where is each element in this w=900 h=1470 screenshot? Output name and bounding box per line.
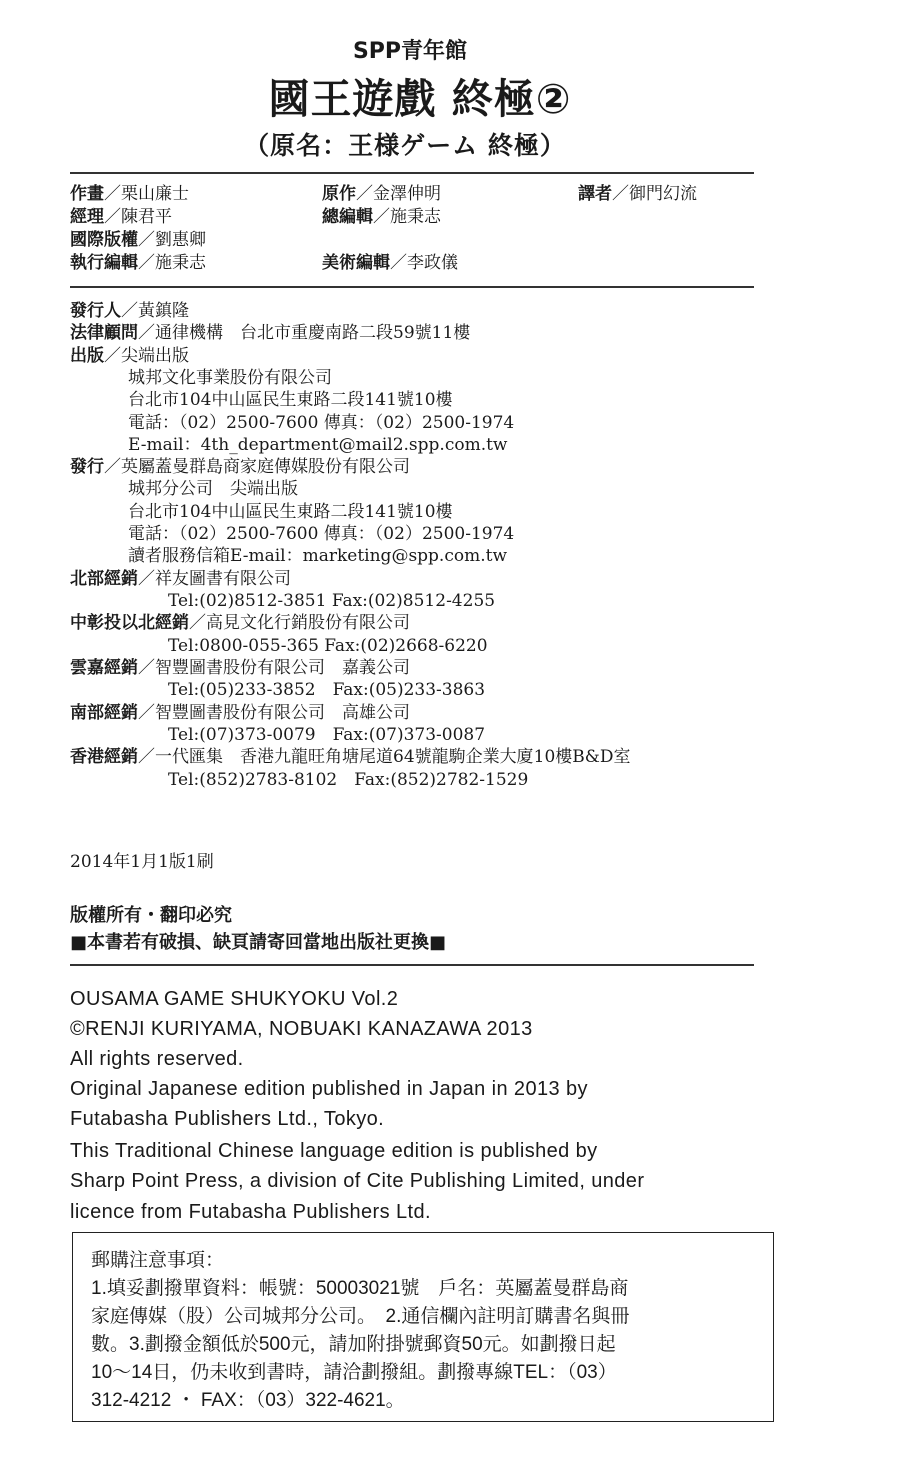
mail-order-line: 312-4212 ・ FAX：（03）322-4621。 <box>91 1390 405 1411</box>
rights-en-line: This Traditional Chinese language edition is published by <box>70 1140 598 1162</box>
publisher-line: 發行人／黃鎮隆 <box>70 301 189 321</box>
dist-south-tel: Tel:(07)373-0079 Fax:(07)373-0087 <box>168 725 486 745</box>
credit-artist: 作畫／栗山廉士 <box>70 184 189 204</box>
dist-yunjia-line: 雲嘉經銷／智豐圖書股份有限公司 嘉義公司 <box>70 658 410 678</box>
credit-manager: 經理／陳君平 <box>70 207 172 227</box>
dist-central-line: 中彰投以北經銷／高見文化行銷股份有限公司 <box>70 613 410 633</box>
mail-order-line: 10～14日，仍未收到書時，請洽劃撥組。劃撥專線TEL：（03） <box>91 1362 617 1383</box>
book-title: 國王遊戲 終極② <box>268 75 572 123</box>
mail-order-title: 郵購注意事項： <box>91 1250 225 1271</box>
distribution-line: 發行／英屬蓋曼群島商家庭傳媒股份有限公司 <box>70 457 410 477</box>
credit-original-author: 原作／金澤伸明 <box>322 184 441 204</box>
defect-notice-zh: ■本書若有破損、缺頁請寄回當地出版社更換■ <box>70 932 447 953</box>
credit-chief-editor: 總編輯／施秉志 <box>322 207 441 227</box>
dist-north-line: 北部經銷／祥友圖書有限公司 <box>70 569 291 589</box>
distribution-address: 台北市104中山區民生東路二段141號10樓 <box>128 502 453 522</box>
distribution-branch: 城邦分公司 尖端出版 <box>128 479 298 499</box>
dist-south-line: 南部經銷／智豐圖書股份有限公司 高雄公司 <box>70 703 410 723</box>
imprint-phone: 電話：（02）2500-7600 傳真：（02）2500-1974 <box>128 413 515 433</box>
divider-top <box>70 172 754 174</box>
rights-reserved-zh: 版權所有・翻印必究 <box>70 905 232 926</box>
original-title: （原名：王様ゲーム 終極） <box>244 131 566 160</box>
series-label: SPP青年館 <box>352 39 468 64</box>
credit-art-editor: 美術編輯／李政儀 <box>322 253 458 273</box>
rights-en-line: All rights reserved. <box>70 1048 244 1070</box>
dist-yunjia-tel: Tel:(05)233-3852 Fax:(05)233-3863 <box>168 680 486 700</box>
dist-central-tel: Tel:0800-055-365 Fax:(02)2668-6220 <box>168 636 488 656</box>
distribution-email: 讀者服務信箱E-mail：marketing@spp.com.tw <box>128 546 507 566</box>
imprint-address: 台北市104中山區民生東路二段141號10樓 <box>128 390 453 410</box>
edition-date: 2014年1月1版1刷 <box>70 852 214 872</box>
rights-en-line: Original Japanese edition published in Japan in 2013 by <box>70 1078 588 1100</box>
rights-en-line: Futabasha Publishers Ltd., Tokyo. <box>70 1108 385 1130</box>
rights-en-line: OUSAMA GAME SHUKYOKU Vol.2 <box>70 988 399 1010</box>
mail-order-line: 1.填妥劃撥單資料：帳號：50003021號 戶名：英屬蓋曼群島商 <box>91 1278 629 1299</box>
dist-hk-line: 香港經銷／一代匯集 香港九龍旺角塘尾道64號龍駒企業大廈10樓B&D室 <box>70 747 631 767</box>
mail-order-box <box>72 1232 774 1422</box>
credit-intl-rights: 國際版權／劉惠卿 <box>70 230 206 250</box>
divider-rights <box>70 964 754 966</box>
imprint-company: 城邦文化事業股份有限公司 <box>128 368 332 388</box>
distribution-phone: 電話：（02）2500-7600 傳真：（02）2500-1974 <box>128 524 515 544</box>
legal-counsel-line: 法律顧問／通律機構 台北市重慶南路二段59號11樓 <box>70 323 471 343</box>
dist-hk-tel: Tel:(852)2783-8102 Fax:(852)2782-1529 <box>168 770 529 790</box>
rights-en-line: Sharp Point Press, a division of Cite Publishing Limited, under <box>70 1170 645 1192</box>
mail-order-line: 數。3.劃撥金額低於500元，請加附掛號郵資50元。如劃撥日起 <box>91 1334 616 1355</box>
imprint-email: E-mail：4th_department@mail2.spp.com.tw <box>128 435 508 455</box>
credit-exec-editor: 執行編輯／施秉志 <box>70 253 206 273</box>
dist-north-tel: Tel:(02)8512-3851 Fax:(02)8512-4255 <box>168 591 496 611</box>
rights-en-line: ©RENJI KURIYAMA, NOBUAKI KANAZAWA 2013 <box>70 1018 533 1040</box>
divider-credits <box>70 286 754 288</box>
credit-translator: 譯者／御門幻流 <box>578 184 697 204</box>
imprint-line: 出版／尖端出版 <box>70 346 189 366</box>
rights-en-line: licence from Futabasha Publishers Ltd. <box>70 1201 431 1223</box>
mail-order-line: 家庭傳媒（股）公司城邦分公司。 2.通信欄內註明訂購書名與冊 <box>91 1306 630 1327</box>
